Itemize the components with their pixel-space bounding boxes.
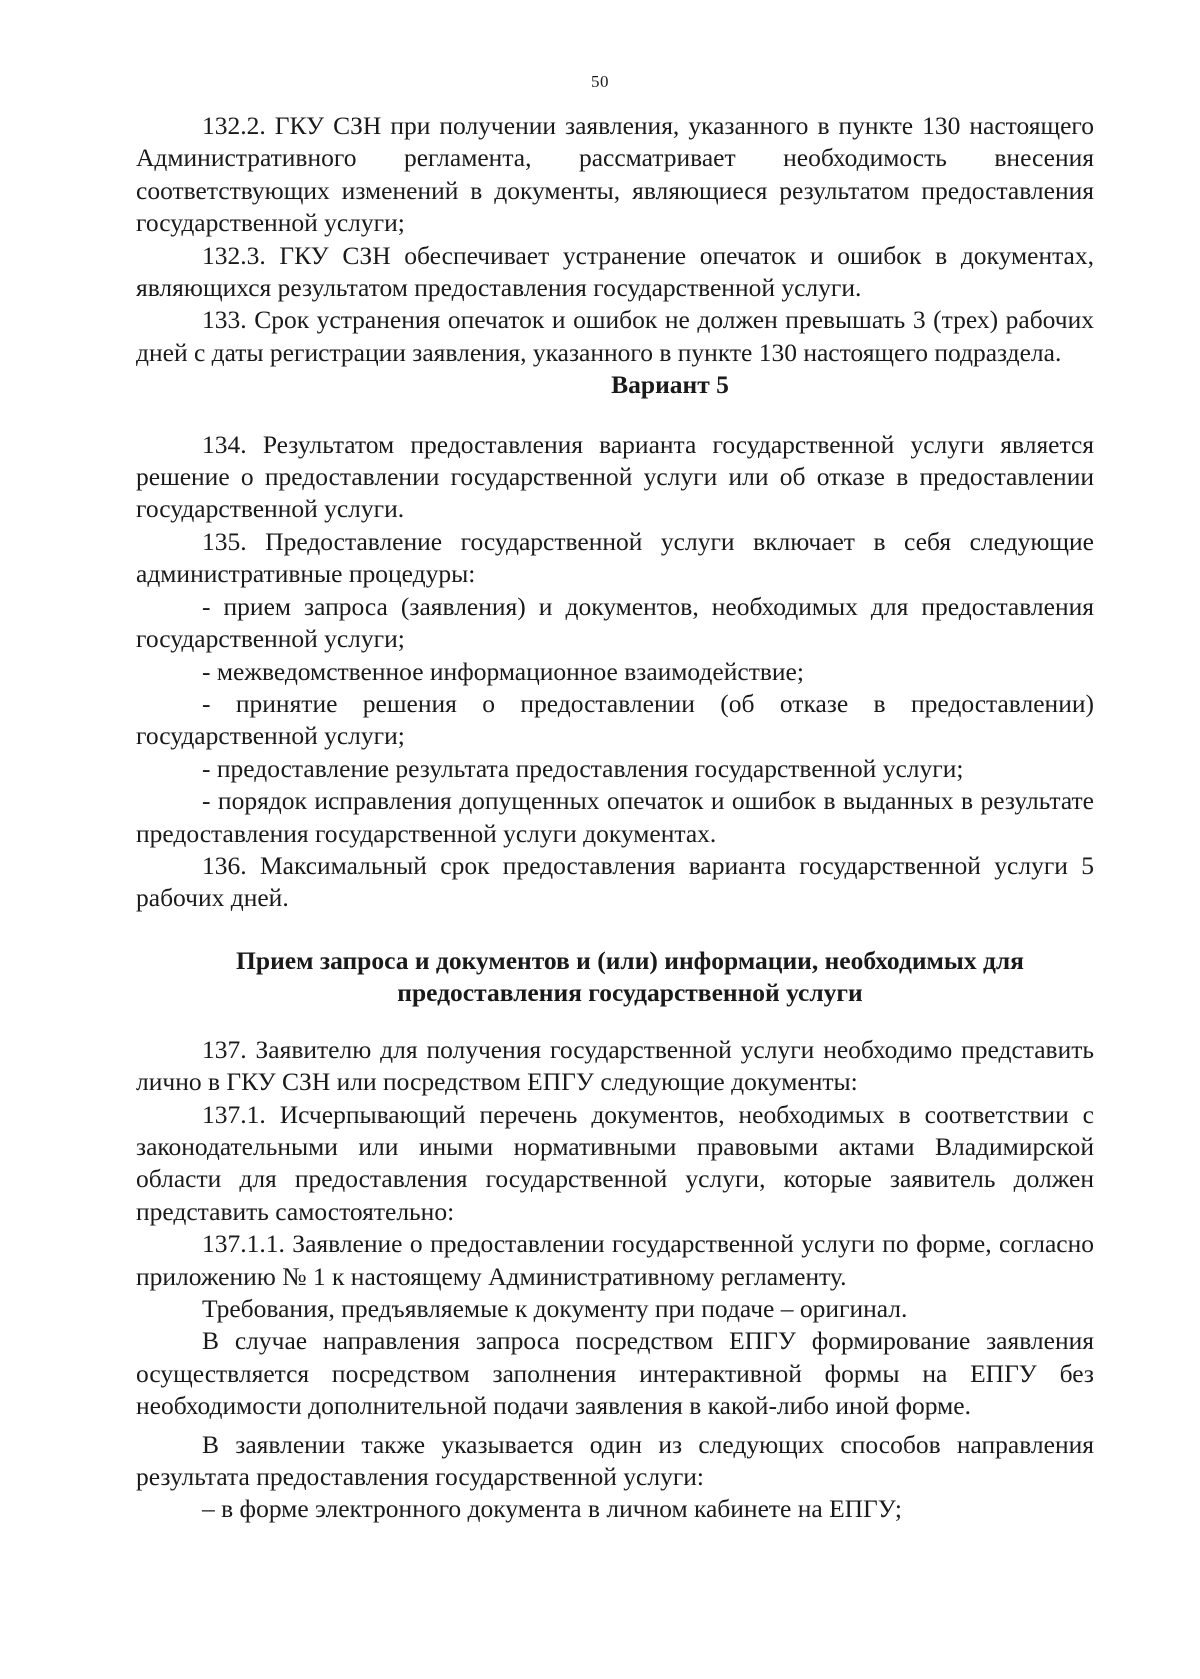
page-number: 50: [591, 72, 609, 91]
paragraph-result-methods: В заявлении также указывается один из следующих способов направления результата предоставления государственной услуги:: [136, 1429, 1094, 1492]
paragraph-134: 134. Результатом предоставления варианта государственной услуги является решение о предоставлении государственной услуги или об отказе в предоставлении государственной услуги.: [136, 429, 1094, 524]
procedure-item-corrections: - порядок исправления допущенных опечаток и ошибок в выданных в результате предоставления государственной услуги документах.: [136, 786, 1094, 848]
procedure-item-interaction: - межведомственное информационное взаимодействие;: [202, 656, 804, 686]
paragraph-137-1: 137.1. Исчерпывающий перечень документов, необходимых в соответствии с законодательными или иными нормативными правовыми актами Владимирской области для предоставления государственной услуги, которые заявитель должен представить самостоятельно:: [136, 1099, 1094, 1226]
section-heading-line-2: предоставления государственной услуги: [397, 977, 863, 1007]
paragraph-132-2: 132.2. ГКУ СЗН при получении заявления, указанного в пункте 130 настоящего Административного регламента, рассматривает необходимость внесения соответствующих изменений в документы, являющиеся результатом предоставления государственной услуги;: [136, 111, 1094, 238]
paragraph-137: 137. Заявителю для получения государственной услуги необходимо представить лично в ГКУ СЗН или посредством ЕПГУ следующие документы:: [136, 1034, 1094, 1097]
paragraph-135: 135. Предоставление государственной услуги включает в себя следующие административные процедуры:: [136, 526, 1094, 589]
procedure-item-reception: - прием запроса (заявления) и документов, необходимых для предоставления государственной услуги;: [136, 591, 1094, 654]
document-body: [136, 110, 1094, 1526]
paragraph-136: 136. Максимальный срок предоставления варианта государственной услуги 5 рабочих дней.: [136, 850, 1094, 913]
section-heading: [136, 945, 1094, 1009]
procedure-item-decision: - принятие решения о предоставлении (об отказе в предоставлении) государственной услуги;: [136, 688, 1094, 751]
paragraph-133: 133. Срок устранения опечаток и ошибок не должен превышать 3 (трех) рабочих дней с даты регистрации заявления, указанного в пункте 130 настоящего подраздела.: [136, 305, 1094, 367]
variant-heading: Вариант 5: [611, 370, 729, 400]
paragraph-132-3: 132.3. ГКУ СЗН обеспечивает устранение опечаток и ошибок в документах, являющихся результатом предоставления государственной услуги.: [136, 240, 1094, 303]
result-method-item-epgu: – в форме электронного документа в личном кабинете на ЕПГУ;: [202, 1494, 902, 1524]
paragraph-requirements: Требования, предъявляемые к документу при подаче – оригинал.: [202, 1294, 908, 1323]
paragraph-137-1-1: 137.1.1. Заявление о предоставлении государственной услуги по форме, согласно приложению № 1 к настоящему Административному регламенту.: [136, 1229, 1094, 1291]
procedure-item-result: - предоставление результата предоставления государственной услуги;: [202, 753, 964, 783]
paragraph-epgu-submission: В случае направления запроса посредством ЕПГУ формирование заявления осуществляется посредством заполнения интерактивной формы на ЕПГУ без необходимости дополнительной подачи заявления в какой-либо иной форме.: [136, 1326, 1094, 1421]
section-heading-line-1: Прием запроса и документов и (или) информации, необходимых для: [236, 945, 1024, 975]
